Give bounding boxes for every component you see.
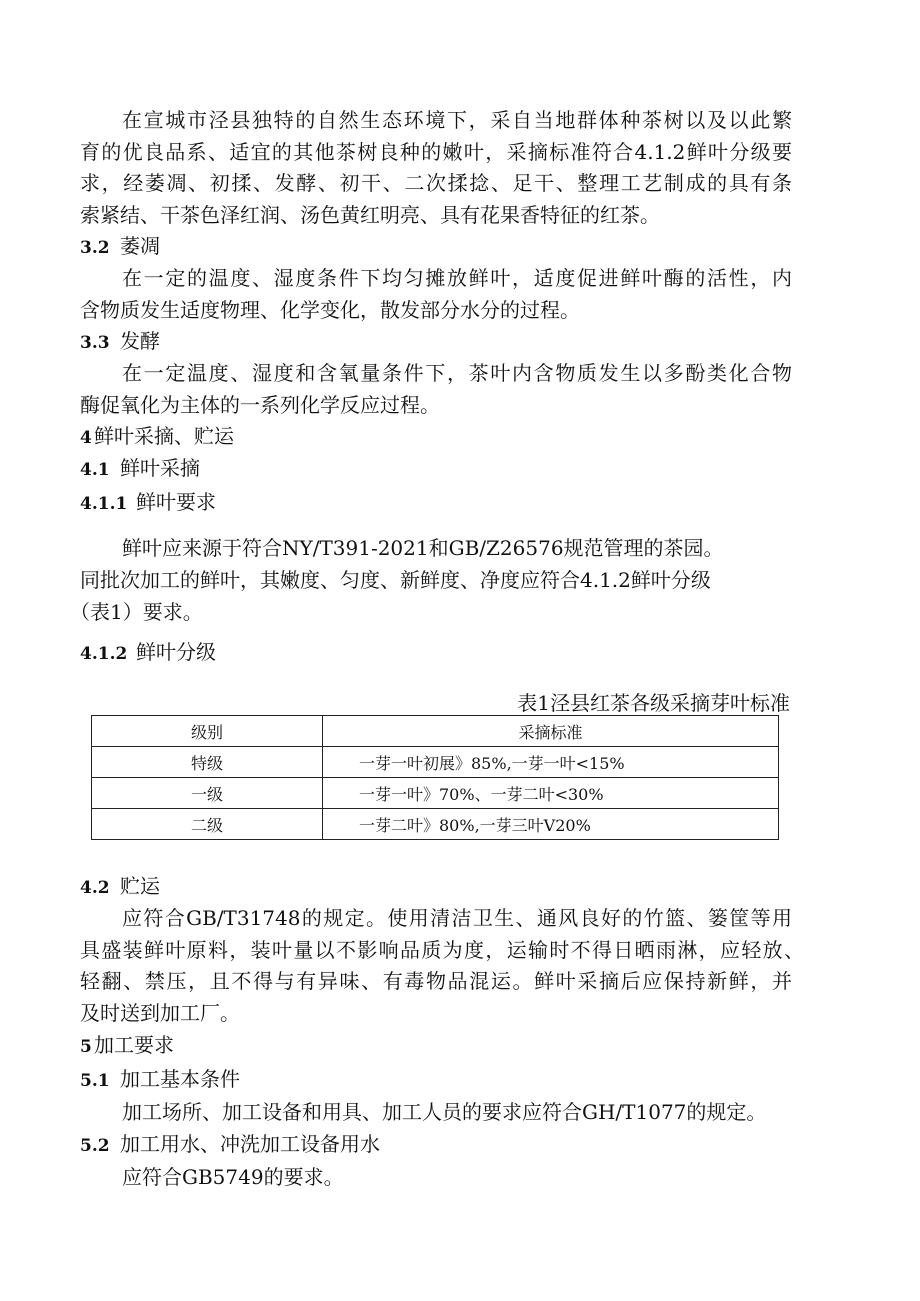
s4-1-1-line-1: 鲜叶应来源于符合NY/T391-2021和GB/Z26576规范管理的茶园。 [122, 536, 724, 560]
heading-number: 5 [80, 1037, 92, 1057]
s5-1-line-1: 加工场所、加工设备和用具、加工人员的要求应符合GH/T1077的规定。 [122, 1100, 767, 1124]
heading-4-1-1 [80, 487, 216, 519]
table-row [92, 747, 779, 778]
table-row [92, 809, 779, 840]
heading-5-1 [80, 1064, 240, 1096]
picking-standard-table [91, 715, 779, 840]
heading-number: 4.1.2 [80, 644, 128, 664]
heading-5 [80, 1030, 174, 1062]
intro-line-1: 在宣城市泾县独特的自然生态环境下，采自当地群体种茶树以及以此繁 [122, 108, 792, 132]
heading-number: 5.1 [80, 1071, 110, 1091]
heading-title: 加工用水、冲洗加工设备用水 [120, 1132, 380, 1156]
heading-title: 加工要求 [94, 1033, 174, 1057]
heading-title: 鲜叶分级 [136, 640, 216, 664]
heading-title: 鲜叶要求 [136, 490, 216, 514]
heading-number: 4 [80, 428, 92, 448]
s4-2-line-4: 及时送到加工厂。 [80, 1001, 240, 1025]
heading-number: 5.2 [80, 1136, 110, 1156]
heading-5-2 [80, 1129, 380, 1161]
heading-4-1-2 [80, 637, 216, 669]
heading-number: 3.2 [80, 238, 110, 258]
heading-number: 4.2 [80, 878, 110, 898]
heading-title: 鲜叶采摘、贮运 [94, 424, 234, 448]
heading-title: 萎凋 [120, 234, 160, 258]
s3-3-line-1: 在一定温度、湿度和含氧量条件下，茶叶内含物质发生以多酚类化合物 [122, 361, 792, 385]
heading-number: 3.3 [80, 333, 110, 353]
header-standard: 采摘标准 [323, 716, 779, 747]
s4-1-1-line-3: （表1）要求。 [70, 600, 203, 624]
cell-standard: 一芽一叶初展》85%,一芽一叶<15% [323, 747, 779, 778]
heading-title: 贮运 [120, 874, 160, 898]
heading-number: 4.1 [80, 460, 110, 480]
heading-number: 4.1.1 [80, 494, 128, 514]
s3-2-line-1: 在一定的温度、湿度条件下均匀摊放鲜叶，适度促进鲜叶酶的活性，内 [122, 266, 792, 290]
cell-grade: 二级 [92, 809, 323, 840]
heading-4 [80, 421, 234, 453]
intro-line-3: 求，经萎凋、初揉、发酵、初干、二次揉捻、足干、整理工艺制成的具有条 [80, 171, 792, 195]
heading-3-2 [80, 231, 160, 263]
cell-standard: 一芽一叶》70%、一芽二叶<30% [323, 778, 779, 809]
intro-line-2: 育的优良品系、适宜的其他茶树良种的嫩叶，采摘标准符合4.1.2鲜叶分级要 [80, 140, 792, 164]
heading-title: 鲜叶采摘 [120, 456, 200, 480]
heading-title: 加工基本条件 [120, 1067, 240, 1091]
heading-title: 发酵 [120, 329, 160, 353]
s3-2-line-2: 含物质发生适度物理、化学变化，散发部分水分的过程。 [80, 298, 580, 322]
table-row [92, 778, 779, 809]
header-grade: 级别 [92, 716, 323, 747]
s4-1-1-line-2: 同批次加工的鲜叶，其嫩度、匀度、新鲜度、净度应符合4.1.2鲜叶分级 [80, 568, 711, 592]
s4-2-line-3: 轻翻、禁压，且不得与有异味、有毒物品混运。鲜叶采摘后应保持新鲜，并 [80, 969, 792, 993]
cell-standard: 一芽二叶》80%,一芽三叶V20% [323, 809, 779, 840]
heading-4-2 [80, 871, 160, 903]
table-header-row [92, 716, 779, 747]
cell-grade: 一级 [92, 778, 323, 809]
table-caption: 表1泾县红茶各级采摘芽叶标准 [517, 691, 790, 715]
cell-grade: 特级 [92, 747, 323, 778]
heading-3-3 [80, 326, 160, 358]
s5-2-line-1: 应符合GB5749的要求。 [122, 1165, 344, 1189]
s4-2-line-2: 具盛装鲜叶原料，装叶量以不影响品质为度，运输时不得日晒雨淋，应轻放、 [80, 938, 804, 962]
s4-2-line-1: 应符合GB/T31748的规定。使用清洁卫生、通风良好的竹篮、篓筐等用 [122, 906, 792, 930]
intro-line-4: 索紧结、干茶色泽红润、汤色黄红明亮、具有花果香特征的红茶。 [80, 203, 660, 227]
heading-4-1 [80, 453, 200, 485]
s3-3-line-2: 酶促氧化为主体的一系列化学反应过程。 [80, 393, 440, 417]
